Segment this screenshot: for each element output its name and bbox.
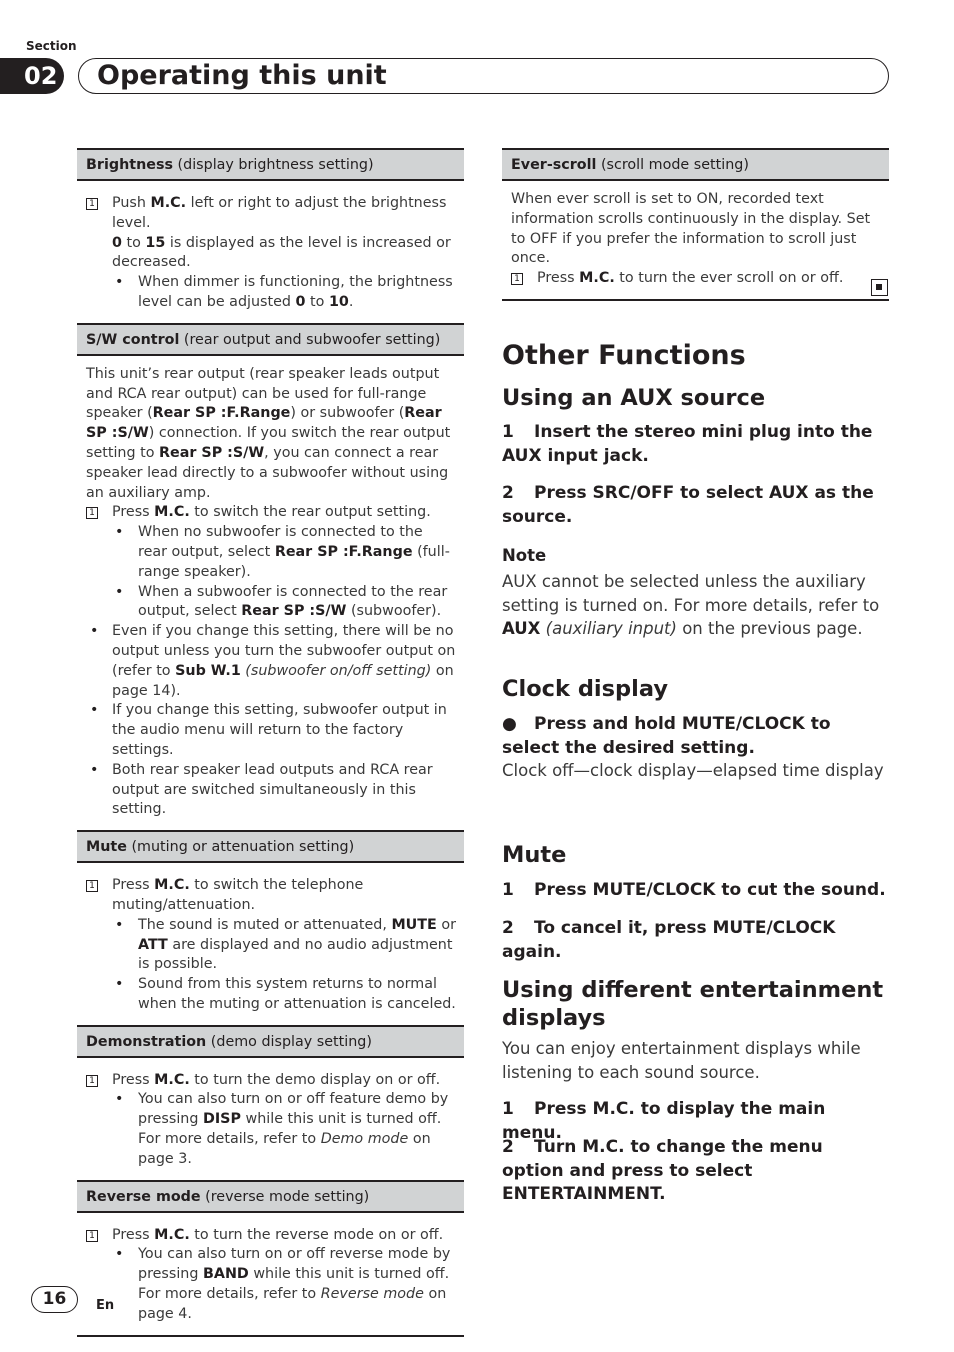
setting-desc: (rear output and subwoofer setting) <box>183 331 441 348</box>
step-number-icon: 1 <box>86 1230 98 1242</box>
step-item: 1 Push M.C. left or right to adjust the brightness level. 0 to 15 is displayed as the level is increased or decreased. <box>86 194 456 273</box>
setting-name: S/W control <box>86 331 180 348</box>
language-label: En <box>96 1298 115 1313</box>
step-item: 1 Insert the stereo mini plug into the AUX input jack. <box>502 422 873 466</box>
mute-body <box>77 863 464 1025</box>
sub-bullet: • When a subwoofer is connected to the rear output, select Rear SP :S/W (subwoofer). <box>86 583 456 623</box>
demonstration-body <box>77 1058 464 1180</box>
setting-name: Ever-scroll <box>511 157 597 173</box>
setting-name: Reverse mode <box>86 1188 201 1205</box>
step-number-icon: 1 <box>86 880 98 892</box>
section-end-icon <box>871 279 888 296</box>
setting-name: Brightness <box>86 157 173 173</box>
step-item: 1 Press M.C. to turn the demo display on or off. <box>86 1071 456 1091</box>
brightness-body <box>77 181 464 323</box>
right-column-table <box>502 148 889 301</box>
sub-bullet: • The sound is muted or attenuated, MUTE or ATT are displayed and no audio adjustment is possible. <box>86 916 456 975</box>
clock-text: Clock off—clock display—elapsed time display <box>502 761 884 780</box>
bullet-dot-icon: ● <box>502 714 517 734</box>
step-item: ● Press and hold MUTE/CLOCK to select the desired setting. <box>502 714 831 758</box>
setting-desc: (display brightness setting) <box>177 157 374 173</box>
demonstration-header <box>77 1025 464 1058</box>
section-label: Section <box>26 39 77 53</box>
ever-scroll-body <box>502 181 889 301</box>
step-item: 2 To cancel it, press MUTE/CLOCK again. <box>502 918 836 962</box>
step-item: 2 Press SRC/OFF to select AUX as the source. <box>502 483 874 527</box>
step-number-icon: 1 <box>86 507 98 519</box>
setting-desc: (scroll mode setting) <box>600 157 749 173</box>
aux-heading: Using an AUX source <box>502 385 766 411</box>
bullet: • Both rear speaker lead outputs and RCA rear output are switched simultaneously in this setting. <box>86 761 456 820</box>
left-column <box>77 148 464 1337</box>
sub-bullet: • You can also turn on or off reverse mode by pressing BAND while this unit is turned off. For more details, refer to Reverse mode on page 4. <box>86 1245 456 1324</box>
reverse-mode-header <box>77 1180 464 1213</box>
other-functions-heading: Other Functions <box>502 340 746 371</box>
clock-display-heading: Clock display <box>502 676 669 702</box>
sub-bullet: • When no subwoofer is connected to the rear output, select Rear SP :F.Range (full-range speaker). <box>86 523 456 582</box>
reverse-mode-body <box>77 1213 464 1337</box>
setting-desc: (demo display setting) <box>210 1033 372 1050</box>
mute-heading: Mute <box>502 842 567 868</box>
mute-header <box>77 830 464 863</box>
page-title: Operating this unit <box>78 58 889 94</box>
setting-name: Mute <box>86 839 127 856</box>
step-item: 2 Turn M.C. to change the menu option and press to select ENTERTAINMENT. <box>502 1137 823 1204</box>
sw-control-header <box>77 323 464 356</box>
sub-bullet: • You can also turn on or off feature demo by pressing DISP while this unit is turned off. For more details, refer to Demo mode on page 3. <box>86 1090 456 1169</box>
setting-desc: (reverse mode setting) <box>205 1188 370 1205</box>
note-title: Note <box>502 546 547 565</box>
sub-bullet: • When dimmer is functioning, the brightness level can be adjusted 0 to 10. <box>86 273 456 313</box>
note-text: AUX cannot be selected unless the auxiliary setting is turned on. For more details, refer to AUX (auxiliary input) on the previous page. <box>502 572 880 638</box>
step-item: 1 Press M.C. to display the main menu. <box>502 1099 826 1143</box>
bullet: • Even if you change this setting, there will be no output unless you turn the subwoofer output on (refer to Sub W.1 (subwoofer on/off setting) on page 14). <box>86 622 456 701</box>
bullet: • If you change this setting, subwoofer output in the audio menu will return to the factory settings. <box>86 701 456 760</box>
page-number: 16 <box>31 1286 78 1313</box>
ever-scroll-header <box>502 148 889 181</box>
entertainment-heading: Using different entertainment displays <box>502 977 884 1031</box>
step-number-icon: 1 <box>511 273 523 285</box>
sw-control-body <box>77 356 464 830</box>
section-number-badge: 02 <box>0 58 64 94</box>
setting-desc: (muting or attenuation setting) <box>131 839 355 856</box>
entertainment-text: You can enjoy entertainment displays while listening to each sound source. <box>502 1039 861 1082</box>
sub-bullet: • Sound from this system returns to normal when the muting or attenuation is canceled. <box>86 975 456 1015</box>
step-item: 1 Press M.C. to switch the telephone muting/attenuation. <box>86 876 456 916</box>
step-item: 1 Press MUTE/CLOCK to cut the sound. <box>502 880 886 900</box>
step-item: 1 Press M.C. to turn the reverse mode on or off. <box>86 1226 456 1246</box>
paragraph: This unit’s rear output (rear speaker leads output and RCA rear output) can be used for full-range speaker (Rear SP :F.Range) or subwoofer (Rear SP :S/W) connection. If you switch the rear output setting to Rear SP :S/W, you can connect a rear speaker lead directly to a subwoofer without using an auxiliary amp. <box>86 365 451 501</box>
step-number-icon: 1 <box>86 198 98 210</box>
paragraph: When ever scroll is set to ON, recorded text information scrolls continuously in the display. Set to OFF if you prefer the information to scroll just once. <box>511 191 871 267</box>
step-item: 1 Press M.C. to switch the rear output setting. <box>86 503 456 523</box>
step-item: 1 Press M.C. to turn the ever scroll on or off. <box>511 269 881 289</box>
step-number-icon: 1 <box>86 1075 98 1087</box>
brightness-header <box>77 148 464 181</box>
setting-name: Demonstration <box>86 1033 207 1050</box>
